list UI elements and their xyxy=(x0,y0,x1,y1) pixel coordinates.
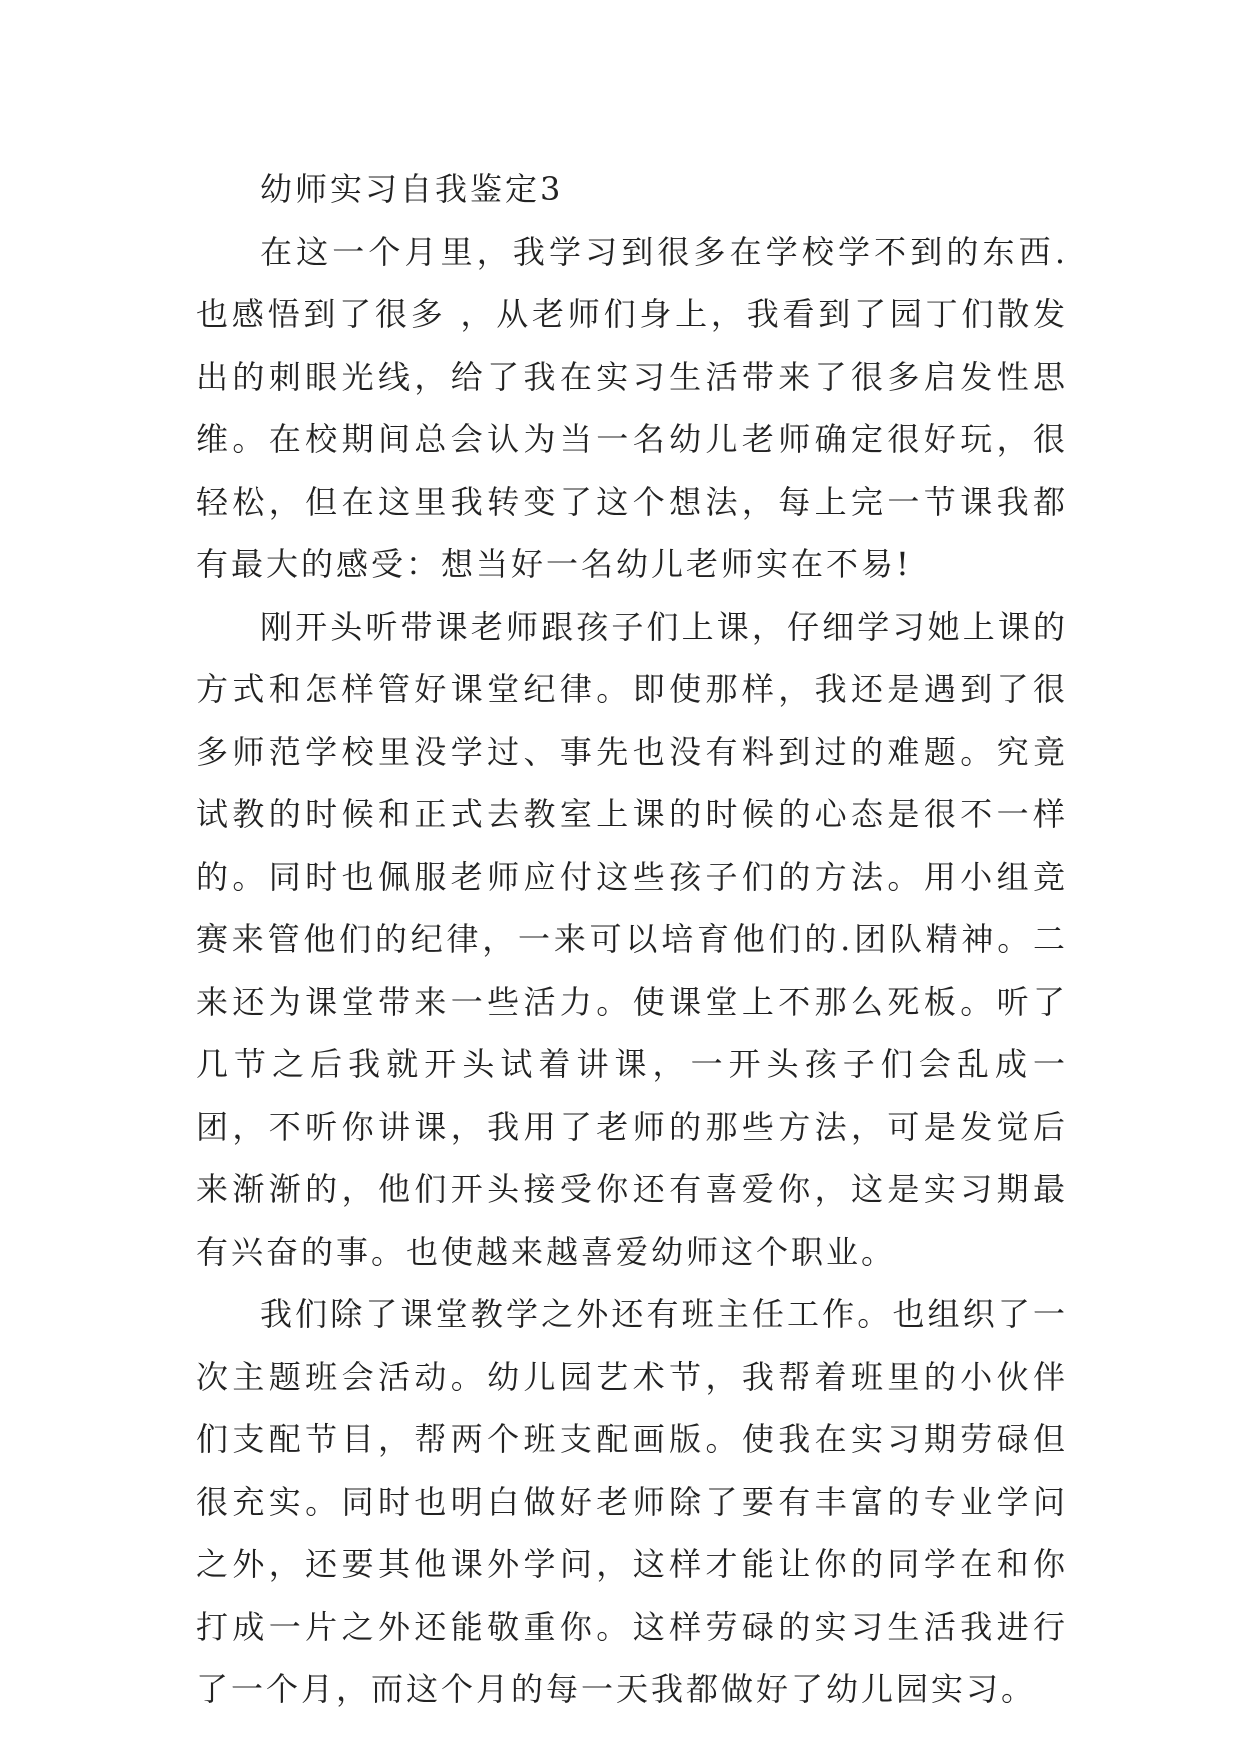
document-body xyxy=(196,158,1068,1721)
paragraph-2: 刚开头听带课老师跟孩子们上课，仔细学习她上课的方式和怎样管好课堂纪律。即使那样，我还是遇到了很多师范学校里没学过、事先也没有料到过的难题。究竟试教的时候和正式去教室上课的时候的心态是很不一样的。同时也佩服老师应付这些孩子们的方法。用小组竞赛来管他们的纪律，一来可以培育他们的.团队精神。二来还为课堂带来一些活力。使课堂上不那么死板。听了几节之后我就开头试着讲课，一开头孩子们会乱成一团，不听你讲课，我用了老师的那些方法，可是发觉后来渐渐的，他们开头接受你还有喜爱你，这是实习期最有兴奋的事。也使越来越喜爱幼师这个职业。 xyxy=(196,607,1068,1271)
document-title: 幼师实习自我鉴定3 xyxy=(260,170,564,208)
paragraph-1: 在这一个月里，我学习到很多在学校学不到的东西.也感悟到了很多 ，从老师们身上，我看到了园丁们散发出的刺眼光线，给了我在实习生活带来了很多启发性思维。在校期间总会认为当一名幼儿老师确定很好玩，很轻松，但在这里我转变了这个想法，每上完一节课我都有最大的感受：想当好一名幼儿老师实在不易! xyxy=(196,232,1068,583)
paragraph-3: 我们除了课堂教学之外还有班主任工作。也组织了一次主题班会活动。幼儿园艺术节，我帮着班里的小伙伴们支配节目，帮两个班支配画版。使我在实习期劳碌但很充实。同时也明白做好老师除了要有丰富的专业学问之外，还要其他课外学问，这样才能让你的同学在和你打成一片之外还能敬重你。这样劳碌的实习生活我进行了一个月，而这个月的每一天我都做好了幼儿园实习。 xyxy=(196,1295,1068,1708)
